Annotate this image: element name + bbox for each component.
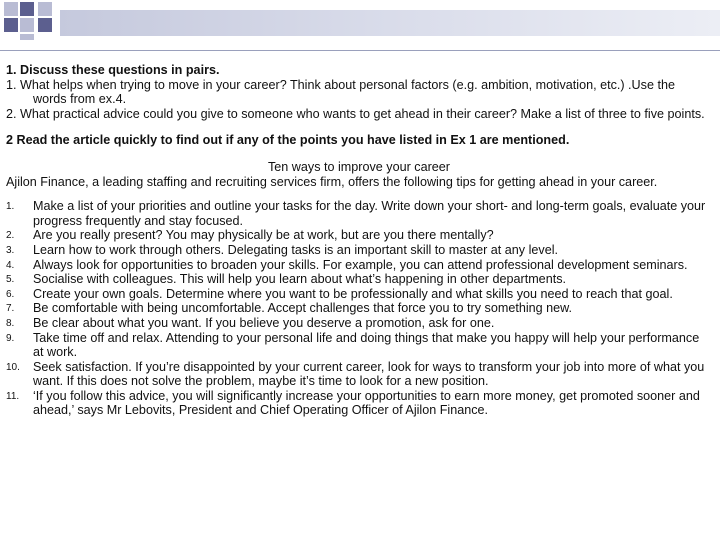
- tip-text: ‘If you follow this advice, you will significantly increase your opportunities to earn more money, get promoted sooner and ahead,’ says Mr Lebovits, President and Chief Operating Officer of Ajilon Finance.: [33, 388, 700, 418]
- header-bar: [60, 10, 720, 36]
- tip-number: 5.: [6, 274, 15, 286]
- tip-text: Learn how to work through others. Delegating tasks is an important skill to master at any level.: [33, 242, 558, 257]
- tips-list: [6, 199, 712, 418]
- tip-item: [6, 199, 712, 228]
- decor-square: [20, 2, 34, 16]
- slide-content: [6, 63, 712, 418]
- tip-number: 6.: [6, 288, 15, 300]
- tip-item: [6, 287, 712, 302]
- decor-square: [4, 2, 18, 16]
- tip-number: 4.: [6, 259, 15, 271]
- tip-text: Make a list of your priorities and outline your tasks for the day. Write down your short- and long-term goals, evaluate your progress frequently and stay focused.: [33, 199, 706, 228]
- tip-text: Create your own goals. Determine where you want to be professionally and what skills you need to reach that goal.: [33, 286, 673, 301]
- tip-item: [6, 258, 712, 273]
- decor-square: [20, 34, 34, 40]
- tip-item: [6, 243, 712, 258]
- decor-square: [38, 18, 52, 32]
- slide-decoration: [0, 0, 720, 40]
- tip-item: [6, 360, 712, 389]
- tip-number: 8.: [6, 317, 15, 329]
- tip-text: Always look for opportunities to broaden your skills. For example, you can attend professional development seminars.: [33, 257, 688, 272]
- tip-number: 3.: [6, 244, 15, 256]
- section1-heading: 1. Discuss these questions in pairs.: [6, 63, 220, 77]
- decor-square: [38, 2, 52, 16]
- article-title: Ten ways to improve your career: [268, 159, 450, 174]
- tip-number: 2.: [6, 230, 15, 242]
- decor-square: [4, 18, 18, 32]
- section2-heading: 2 Read the article quickly to find out if any of the points you have listed in Ex 1 are mentioned.: [6, 133, 570, 148]
- tip-item: [6, 228, 712, 243]
- tip-item: [6, 331, 712, 360]
- tip-number: 11.: [6, 390, 20, 402]
- question-2: 2. What practical advice could you give to someone who wants to get ahead in their career? Make a list of three to five points.: [6, 106, 705, 121]
- tip-text: Socialise with colleagues. This will help you learn about what’s happening in other departments.: [33, 272, 566, 287]
- tip-text: Take time off and relax. Attending to your personal life and doing things that make you happy will help your performance at work.: [33, 330, 700, 360]
- decor-square: [20, 18, 34, 32]
- article-intro: Ajilon Finance, a leading staffing and recruiting services firm, offers the following tips for getting ahead in your career.: [6, 174, 658, 189]
- tip-text: Are you really present? You may physically be at work, but are you there mentally?: [33, 228, 494, 243]
- tip-number: 1.: [6, 201, 15, 213]
- tip-text: Be comfortable with being uncomfortable. Accept challenges that force you to try something new.: [33, 301, 573, 316]
- tip-number: 9.: [6, 332, 15, 344]
- tip-item: [6, 301, 712, 316]
- tip-number: 7.: [6, 303, 15, 315]
- header-rule: [0, 50, 720, 51]
- tip-item: [6, 316, 712, 331]
- tip-item: [6, 272, 712, 287]
- tip-text: Seek satisfaction. If you’re disappointed by your current career, look for ways to transform your job into more of what you want. If this does not solve the problem, maybe it’s time to look for a new position.: [33, 359, 705, 389]
- tip-number: 10.: [6, 361, 20, 373]
- tip-text: Be clear about what you want. If you believe you deserve a promotion, ask for one.: [33, 315, 495, 330]
- tip-item: [6, 389, 712, 418]
- question-1: 1. What helps when trying to move in your career? Think about personal factors (e.g. ambition, motivation, etc.) .Use the words from ex.4.: [6, 77, 675, 107]
